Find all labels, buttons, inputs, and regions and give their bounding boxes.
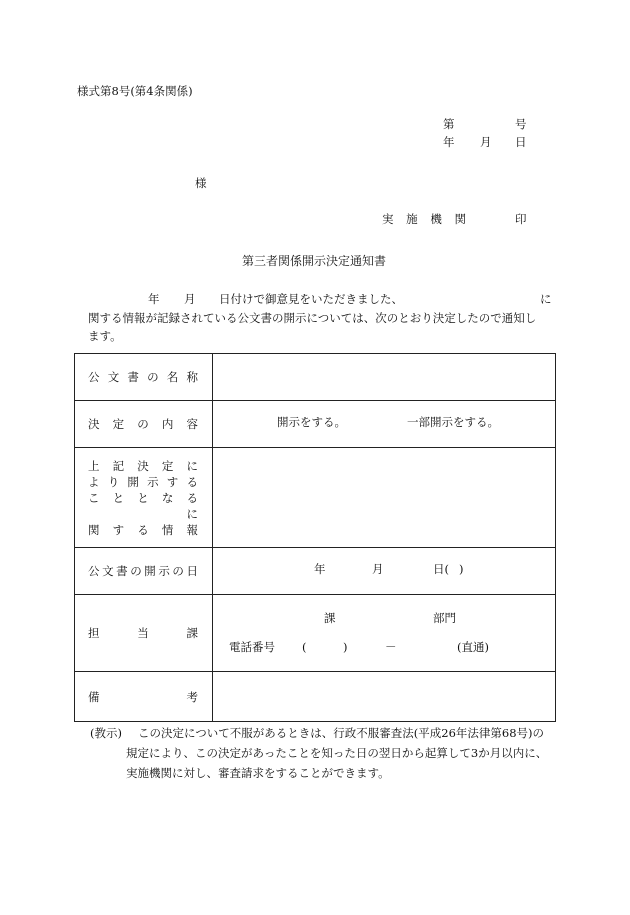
section-ka-label: 課 xyxy=(324,611,336,625)
section-bumon-label: 部門 xyxy=(433,611,456,625)
option-disclose[interactable]: 開示をする。 xyxy=(277,415,346,429)
disclosure-day-label: 日( xyxy=(433,562,449,576)
notice-line1: この決定について不服があるときは、行政不服審査法(平成26年法律第68号)の xyxy=(138,726,545,740)
disclosure-paren-close: ) xyxy=(459,562,464,576)
value-document-name[interactable] xyxy=(213,354,556,401)
tel-paren-close: ) xyxy=(343,640,348,654)
intro-line1-text: 日付けで御意見をいただきました、 xyxy=(219,292,403,306)
label-decision-content: 決 定 の 内 容 xyxy=(75,401,213,448)
date-month-label: 月 xyxy=(480,135,492,149)
label-related-info: 上 記 決 定 に よ り 開 示 す る こ と と な る に 関 す る 情 報 xyxy=(75,448,213,548)
tel-paren-open: ( xyxy=(302,640,307,654)
number-label-go: 号 xyxy=(515,117,527,131)
value-remarks[interactable] xyxy=(213,672,556,722)
tel-direct-label: (直通) xyxy=(457,640,489,654)
notice-label: (教示) xyxy=(90,726,122,740)
label-document-name: 公 文 書 の 名 称 xyxy=(75,354,213,401)
value-disclosure-date[interactable] xyxy=(213,548,556,595)
agency-char: 関 xyxy=(454,212,466,226)
label-responsible-section: 担 当 課 xyxy=(75,595,213,672)
value-responsible-section[interactable] xyxy=(213,595,556,672)
tel-label: 電話番号 xyxy=(229,640,275,654)
table-row xyxy=(75,595,556,672)
intro-line3: ます。 xyxy=(88,329,122,343)
intro-month-label: 月 xyxy=(184,292,196,306)
label-remarks: 備 考 xyxy=(75,672,213,722)
tel-dash: － xyxy=(385,640,397,654)
number-label-dai: 第 xyxy=(443,117,455,131)
intro-year-label: 年 xyxy=(148,292,160,306)
addressee-honorific: 様 xyxy=(195,176,207,190)
document-title: 第三者関係開示決定通知書 xyxy=(242,254,387,268)
table-row xyxy=(75,448,556,548)
table-row xyxy=(75,401,556,448)
decision-form-table xyxy=(74,353,556,722)
value-decision-content xyxy=(213,401,556,448)
table-row xyxy=(75,548,556,595)
agency-char: 実 xyxy=(382,212,394,226)
date-year-label: 年 xyxy=(443,135,455,149)
disclosure-month-label: 月 xyxy=(372,562,384,576)
label-disclosure-date: 公 文 書 の 開 示 の 日 xyxy=(75,548,213,595)
value-related-info[interactable] xyxy=(213,448,556,548)
table-row xyxy=(75,354,556,401)
intro-line2: 関する情報が記録されている公文書の開示については、次のとおり決定したので通知し xyxy=(88,311,537,325)
table-row xyxy=(75,672,556,722)
agency-char: 施 xyxy=(406,212,418,226)
notice-line3: 実施機関に対し、審査請求をすることができます。 xyxy=(126,766,390,780)
disclosure-year-label: 年 xyxy=(314,562,326,576)
intro-line1-end: に xyxy=(540,292,552,306)
implementing-agency xyxy=(382,214,466,226)
option-partial-disclose[interactable]: 一部開示をする。 xyxy=(407,415,499,429)
seal-mark: 印 xyxy=(515,212,527,226)
agency-char: 機 xyxy=(430,212,442,226)
form-number: 様式第8号(第4条関係) xyxy=(77,84,193,98)
date-day-label: 日 xyxy=(515,135,527,149)
notice-line2: 規定により、この決定があったことを知った日の翌日から起算して3か月以内に、 xyxy=(126,746,548,760)
